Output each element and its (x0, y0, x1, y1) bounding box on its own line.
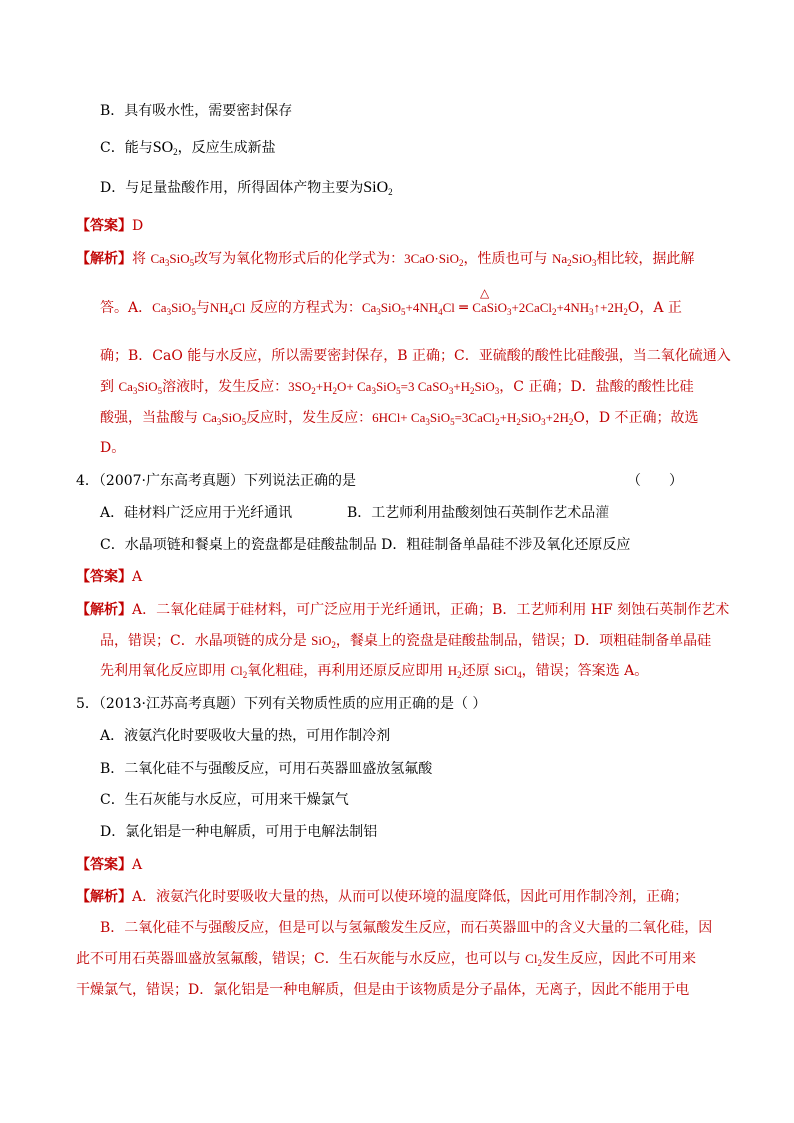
answer-q3 (76, 216, 143, 236)
option-text: D．与足量盐酸作用，所得固体产物主要为 (100, 180, 364, 196)
analysis-label: 【解析】 (76, 889, 132, 905)
formula-sio2: SiO$_2$ (363, 179, 393, 197)
option-text: ，反应生成新盐 (177, 140, 276, 156)
answer-value: A (132, 857, 143, 873)
option-b-q4: B．工艺师利用盐酸刻蚀石英制作艺术品灌 (347, 505, 610, 521)
analysis-label: 【解析】 (76, 251, 132, 267)
analysis-label: 【解析】 (76, 602, 132, 618)
analysis-q3-line5: 酸强，当盐酸与 $Ca_3SiO_5$反应时，发生反应：$6HCl+ Ca_3SiO_5=3CaCl_2+H_2SiO_3+2H_2O$，D 不正确；故选 (100, 410, 699, 427)
analysis-q5-line4: 干燥氯气，错误；D．氯化铝是一种电解质，但是由于该物质是分子晶体，无离子，因此不能用于电 (76, 982, 690, 998)
option-b-q3 (100, 101, 292, 121)
question-5-stem: 5．（2013·江苏高考真题）下列有关物质性质的应用正确的是（ ） (76, 696, 487, 712)
formula-so2: $SO_2$ (152, 139, 178, 157)
question-4-stem: 4．（2007·广东高考真题）下列说法正确的是 (76, 473, 356, 489)
option-c-q5: C．生石灰能与水反应，可用来干燥氯气 (100, 792, 349, 808)
option-b-q5: B．二氧化硅不与强酸反应，可用石英器皿盛放氢氟酸 (100, 761, 433, 777)
option-a-q4: A．硅材料广泛应用于光纤通讯 (100, 505, 293, 521)
option-text: C．能与 (100, 140, 153, 156)
analysis-q5-line2: B．二氧化硅不与强酸反应，但是可以与氢氟酸发生反应，而石英器皿中的含义大量的二氧化硅，因 (100, 920, 713, 936)
answer-label: 【答案】 (76, 857, 132, 873)
analysis-q5-line1: 【解析】A．液氨汽化时要吸收大量的热，从而可以使环境的温度降低，因此可用作制冷剂，正确； (76, 889, 689, 905)
analysis-q3-line2: 答。A．$Ca_3SiO_5$与$NH_4Cl$ 反应的方程式为：$Ca_3SiO_5+4NH_4Cl$ ═ $CaSiO_3+2CaCl_2+4NH_3↑+2H_2O$，A 正 (100, 300, 682, 317)
option-cd-q4: C．水晶项链和餐桌上的瓷盘都是硅酸盐制品 D．粗硅制备单晶硅不涉及氧化还原反应 (100, 537, 631, 553)
question-4-paren: （ ） (627, 473, 683, 489)
analysis-q4-line3: 先利用氧化反应即用 $Cl_2$氧化粗硅，再利用还原反应即用 $H_2$还原 SiCl$_4$，错误；答案选 A。 (100, 663, 649, 680)
option-d-q5: D．氯化铝是一种电解质，可用于电解法制铝 (100, 824, 378, 840)
option-a-q5: A．液氨汽化时要吸收大量的热，可用作制冷剂 (100, 728, 391, 744)
analysis-q3-line3: 确；B．CaO 能与水反应，所以需要密封保存，B 正确；C．亚硫酸的酸性比硅酸强，当二氧化硫通入 (100, 348, 731, 364)
analysis-q3-line4: 到 $Ca_3SiO_5$溶液时，发生反应：$3SO_2+H_2O+ Ca_3SiO_5=3$ $CaSO_3+H_2SiO_3$，C 正确；D．盐酸的酸性比硅 (100, 379, 694, 396)
analysis-q3-line6: D。 (100, 440, 126, 456)
answer-label: 【答案】 (76, 218, 132, 234)
heat-symbol: △ (480, 286, 490, 300)
option-d-q3 (100, 178, 393, 198)
answer-value: A (132, 569, 143, 585)
equals-sign: ═ (459, 300, 468, 316)
answer-q5 (76, 855, 142, 875)
answer-q4 (76, 567, 142, 587)
option-text: B．具有吸水性，需要密封保存 (100, 103, 293, 119)
answer-value: D (132, 218, 144, 234)
analysis-q3-line1: 【解析】将 $Ca_3SiO_5$改写为氧化物形式后的化学式为：3CaO·SiO$_2$，性质也可与 $Na_2SiO_3$相比较，据此解 (76, 251, 695, 268)
answer-label: 【答案】 (76, 569, 132, 585)
analysis-q4-line1: 【解析】A．二氧化硅属于硅材料，可广泛应用于光纤通讯，正确；B．工艺师利用 HF 刻蚀石英制作艺术 (76, 602, 730, 618)
analysis-q4-line2: 品，错误；C．水晶项链的成分是 SiO$_2$，餐桌上的瓷盘是硅酸盐制品，错误；D．项粗硅制备单晶硅 (100, 633, 712, 650)
analysis-q5-line3: 此不可用石英器皿盛放氢氟酸，错误；C．生石灰能与水反应，也可以与 $Cl_2$发生反应，因此不可用来 (76, 951, 696, 968)
option-c-q3 (100, 138, 276, 158)
